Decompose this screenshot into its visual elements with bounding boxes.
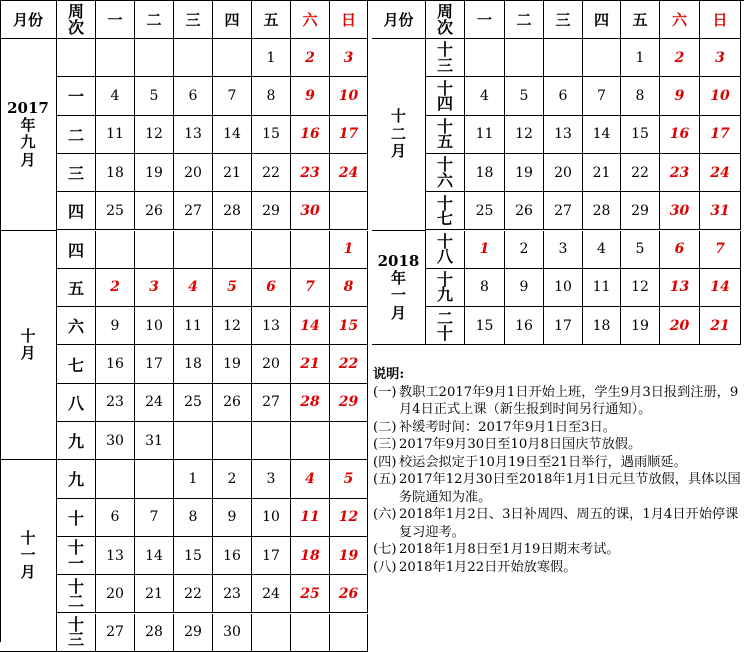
- day-cell: 14: [135, 537, 174, 575]
- day-cell: 26: [213, 384, 252, 422]
- day-cell: 21: [583, 154, 621, 192]
- month-label-line: 月: [390, 141, 406, 160]
- note-text: 教职工2017年9月1日开始上班，学生9月3日报到注册，9月4日正式上课（新生报到时间另行通知）。: [399, 384, 739, 417]
- month-label-line: 十: [390, 107, 406, 126]
- day-cell: [291, 614, 330, 652]
- note-marker: (五): [373, 472, 397, 487]
- day-cell: 31: [135, 422, 174, 460]
- day-cell: 11: [174, 307, 213, 345]
- day-cell: 16: [660, 116, 700, 154]
- note-marker: (六): [373, 507, 397, 522]
- week-number-line: 十: [67, 614, 84, 634]
- header-day-6: 六: [660, 1, 700, 39]
- header-week: [426, 1, 465, 39]
- day-cell: 17: [252, 537, 291, 575]
- day-cell: 23: [213, 575, 252, 613]
- month-label-line: 年: [20, 116, 36, 134]
- day-cell: 7: [291, 269, 330, 307]
- day-cell: 27: [96, 614, 135, 652]
- day-cell: [96, 231, 135, 269]
- week-number: [426, 269, 465, 307]
- note-text: 2018年1月22日开始放寒假。: [399, 559, 577, 575]
- day-cell: 13: [544, 116, 583, 154]
- week-number: 十: [57, 499, 96, 537]
- day-cell: [174, 39, 213, 77]
- day-cell: 15: [465, 307, 505, 345]
- day-cell: 3: [544, 231, 583, 269]
- day-cell: 14: [291, 307, 330, 345]
- day-cell: 13: [660, 269, 700, 307]
- week-number-line: 九: [436, 285, 453, 305]
- day-cell: 29: [621, 192, 660, 230]
- day-cell: [291, 231, 330, 269]
- month-label: [372, 39, 426, 231]
- day-cell: 6: [252, 269, 291, 307]
- day-cell: 11: [291, 499, 330, 537]
- day-cell: [291, 422, 330, 460]
- week-number-line: 二: [67, 591, 84, 611]
- header-day-7: 日: [330, 1, 368, 39]
- month-label-line: 九: [20, 133, 36, 152]
- header-week-line: 周: [67, 2, 84, 22]
- day-cell: 7: [213, 77, 252, 115]
- day-cell: [96, 460, 135, 498]
- week-number-line: 十: [436, 78, 453, 98]
- day-cell: 9: [96, 307, 135, 345]
- day-cell: 3: [135, 269, 174, 307]
- note-item: [373, 559, 741, 577]
- week-number-line: 四: [436, 93, 453, 113]
- month-label-line: 一: [390, 286, 406, 305]
- day-cell: [213, 231, 252, 269]
- week-number-line: 十: [436, 117, 453, 137]
- day-cell: 26: [505, 192, 544, 230]
- month-label-line: 一: [20, 545, 36, 564]
- day-cell: 14: [583, 116, 621, 154]
- day-cell: 12: [213, 307, 252, 345]
- week-number: 七: [57, 345, 96, 383]
- week-number-line: 十: [436, 40, 453, 60]
- day-cell: [330, 422, 368, 460]
- day-cell: 3: [330, 39, 368, 77]
- week-number-line: 十: [436, 270, 453, 290]
- header-day-1: 一: [465, 1, 505, 39]
- day-cell: [96, 39, 135, 77]
- note-marker: (三): [373, 437, 397, 452]
- week-number: [57, 537, 96, 575]
- day-cell: 26: [330, 575, 368, 613]
- day-cell: 20: [174, 154, 213, 192]
- day-cell: 11: [96, 116, 135, 154]
- day-cell: 21: [135, 575, 174, 613]
- note-text: 2017年12月30日至2018年1月1日元旦节放假，具体以国务院通知为准。: [399, 472, 741, 505]
- month-label: [372, 231, 426, 346]
- week-number-line: 三: [67, 630, 84, 650]
- day-cell: [135, 231, 174, 269]
- day-cell: 2: [660, 39, 700, 77]
- week-number: 六: [57, 307, 96, 345]
- day-cell: 5: [135, 77, 174, 115]
- note-text: 校运会拟定于10月19日至21日举行，遇雨顺延。: [399, 454, 687, 470]
- day-cell: 6: [174, 77, 213, 115]
- day-cell: 12: [621, 269, 660, 307]
- week-number: 五: [57, 269, 96, 307]
- day-cell: 25: [96, 192, 135, 230]
- day-cell: 29: [174, 614, 213, 652]
- day-cell: 19: [621, 307, 660, 345]
- header-day-2: 二: [505, 1, 544, 39]
- day-cell: [465, 39, 505, 77]
- week-number-line: 十: [436, 155, 453, 175]
- day-cell: 12: [330, 499, 368, 537]
- day-cell: 8: [465, 269, 505, 307]
- note-text: 补缓考时间：2017年9月1日至3日。: [399, 419, 616, 435]
- month-label-line: 月: [20, 343, 36, 362]
- note-marker: (二): [373, 419, 397, 435]
- day-cell: 28: [213, 192, 252, 230]
- note-item: [373, 471, 741, 506]
- header-day-7: 日: [700, 1, 741, 39]
- week-number-line: 十: [436, 193, 453, 213]
- day-cell: 7: [135, 499, 174, 537]
- day-cell: 1: [330, 231, 368, 269]
- week-number: [426, 116, 465, 154]
- day-cell: [330, 192, 368, 230]
- day-cell: 20: [252, 345, 291, 383]
- header-day-4: 四: [213, 1, 252, 39]
- day-cell: 11: [465, 116, 505, 154]
- day-cell: 6: [544, 77, 583, 115]
- day-cell: 19: [330, 537, 368, 575]
- month-label-line: 月: [20, 563, 36, 582]
- day-cell: 12: [135, 116, 174, 154]
- note-marker: (一): [373, 384, 397, 400]
- week-number: 九: [57, 422, 96, 460]
- day-cell: 27: [252, 384, 291, 422]
- header-day-2: 二: [135, 1, 174, 39]
- day-cell: 17: [135, 345, 174, 383]
- day-cell: [252, 614, 291, 652]
- day-cell: [213, 39, 252, 77]
- note-marker: (七): [373, 542, 397, 557]
- month-label-line: 十: [20, 326, 36, 345]
- day-cell: 18: [291, 537, 330, 575]
- day-cell: 10: [135, 307, 174, 345]
- header-day-5: 五: [252, 1, 291, 39]
- day-cell: 22: [621, 154, 660, 192]
- day-cell: 3: [252, 460, 291, 498]
- day-cell: 3: [700, 39, 741, 77]
- day-cell: 15: [252, 116, 291, 154]
- month-label: [0, 39, 57, 231]
- week-number: 二: [57, 116, 96, 154]
- day-cell: 30: [96, 422, 135, 460]
- week-number: [426, 231, 465, 269]
- month-label-line: 2018: [377, 251, 420, 270]
- day-cell: [174, 231, 213, 269]
- day-cell: 29: [330, 384, 368, 422]
- day-cell: 25: [465, 192, 505, 230]
- month-label-line: 月: [20, 150, 36, 169]
- week-number: [426, 154, 465, 192]
- day-cell: 22: [252, 154, 291, 192]
- note-item: [373, 436, 741, 454]
- month-label: [0, 460, 57, 652]
- day-cell: 13: [252, 307, 291, 345]
- week-number-line: 三: [436, 55, 453, 75]
- day-cell: 31: [700, 192, 741, 230]
- day-cell: 26: [135, 192, 174, 230]
- day-cell: 17: [544, 307, 583, 345]
- header-month: 月份: [0, 1, 57, 39]
- day-cell: 17: [700, 116, 741, 154]
- day-cell: [252, 231, 291, 269]
- month-label-line: 年: [390, 269, 406, 288]
- month-label: [0, 231, 57, 461]
- day-cell: 27: [544, 192, 583, 230]
- day-cell: 20: [96, 575, 135, 613]
- note-item: [373, 384, 741, 419]
- week-number-line: 十: [67, 538, 84, 558]
- day-cell: 24: [135, 384, 174, 422]
- note-item: [373, 419, 741, 437]
- note-text: 2018年1月8日至1月19日期末考试。: [399, 542, 620, 557]
- day-cell: 17: [330, 116, 368, 154]
- note-item: [373, 506, 741, 541]
- day-cell: 13: [96, 537, 135, 575]
- week-number: [426, 77, 465, 115]
- week-number-line: 二: [436, 308, 453, 328]
- day-cell: 30: [660, 192, 700, 230]
- week-number: 一: [57, 77, 96, 115]
- day-cell: 9: [291, 77, 330, 115]
- day-cell: 2: [291, 39, 330, 77]
- day-cell: 20: [660, 307, 700, 345]
- day-cell: 14: [213, 116, 252, 154]
- day-cell: 30: [291, 192, 330, 230]
- day-cell: 10: [700, 77, 741, 115]
- day-cell: 6: [96, 499, 135, 537]
- day-cell: 24: [700, 154, 741, 192]
- week-number: 九: [57, 460, 96, 498]
- day-cell: 24: [330, 154, 368, 192]
- day-cell: 11: [583, 269, 621, 307]
- day-cell: 28: [135, 614, 174, 652]
- day-cell: 28: [583, 192, 621, 230]
- month-label-line: 月: [390, 303, 406, 322]
- day-cell: 4: [291, 460, 330, 498]
- day-cell: 23: [660, 154, 700, 192]
- day-cell: 5: [330, 460, 368, 498]
- week-number-line: 一: [67, 553, 84, 573]
- day-cell: 21: [700, 307, 741, 345]
- week-number: [57, 39, 96, 77]
- day-cell: [505, 39, 544, 77]
- notes-list: [373, 384, 741, 577]
- header-day-5: 五: [621, 1, 660, 39]
- header-day-1: 一: [96, 1, 135, 39]
- day-cell: 8: [330, 269, 368, 307]
- day-cell: 24: [252, 575, 291, 613]
- day-cell: 19: [213, 345, 252, 383]
- week-number-line: 七: [436, 208, 453, 228]
- day-cell: 18: [583, 307, 621, 345]
- day-cell: 12: [505, 116, 544, 154]
- day-cell: 19: [505, 154, 544, 192]
- header-week-line: 周: [436, 2, 453, 22]
- day-cell: 1: [252, 39, 291, 77]
- day-cell: 8: [174, 499, 213, 537]
- day-cell: 5: [213, 269, 252, 307]
- day-cell: 10: [544, 269, 583, 307]
- week-number-line: 十: [67, 576, 84, 596]
- note-text: 2018年1月2日、3日补周四、周五的课，1月4日开始停课复习迎考。: [399, 507, 739, 540]
- day-cell: 19: [135, 154, 174, 192]
- notes-panel: [373, 366, 741, 576]
- week-number: [426, 307, 465, 345]
- day-cell: 2: [96, 269, 135, 307]
- header-week-line: 次: [67, 17, 84, 37]
- day-cell: 7: [583, 77, 621, 115]
- day-cell: 10: [330, 77, 368, 115]
- day-cell: 1: [465, 231, 505, 269]
- day-cell: 4: [96, 77, 135, 115]
- week-number: 三: [57, 154, 96, 192]
- day-cell: [544, 39, 583, 77]
- day-cell: 25: [291, 575, 330, 613]
- day-cell: [135, 460, 174, 498]
- day-cell: 21: [291, 345, 330, 383]
- header-day-4: 四: [583, 1, 621, 39]
- day-cell: 27: [174, 192, 213, 230]
- day-cell: 16: [96, 345, 135, 383]
- day-cell: 22: [330, 345, 368, 383]
- week-number-line: 十: [436, 323, 453, 343]
- week-number: [57, 614, 96, 652]
- header-week: [57, 1, 96, 39]
- day-cell: 5: [505, 77, 544, 115]
- day-cell: 25: [174, 384, 213, 422]
- day-cell: 1: [174, 460, 213, 498]
- day-cell: 9: [213, 499, 252, 537]
- day-cell: 15: [174, 537, 213, 575]
- header-day-6: 六: [291, 1, 330, 39]
- note-marker: (八): [373, 559, 397, 575]
- day-cell: 29: [252, 192, 291, 230]
- week-number-line: 六: [436, 170, 453, 190]
- day-cell: 2: [505, 231, 544, 269]
- day-cell: 2: [213, 460, 252, 498]
- week-number: 八: [57, 384, 96, 422]
- day-cell: 9: [660, 77, 700, 115]
- day-cell: 4: [174, 269, 213, 307]
- note-marker: (四): [373, 454, 397, 470]
- day-cell: [583, 39, 621, 77]
- day-cell: [252, 422, 291, 460]
- week-number-line: 五: [436, 132, 453, 152]
- day-cell: 16: [505, 307, 544, 345]
- day-cell: 10: [252, 499, 291, 537]
- day-cell: 7: [700, 231, 741, 269]
- day-cell: 18: [96, 154, 135, 192]
- day-cell: 30: [213, 614, 252, 652]
- day-cell: 28: [291, 384, 330, 422]
- day-cell: 8: [621, 77, 660, 115]
- day-cell: 21: [213, 154, 252, 192]
- header-month: 月份: [372, 1, 426, 39]
- header-day-3: 三: [544, 1, 583, 39]
- notes-title: 说明:: [373, 367, 405, 382]
- week-number: 四: [57, 231, 96, 269]
- day-cell: 15: [621, 116, 660, 154]
- note-text: 2017年9月30日至10月8日国庆节放假。: [399, 437, 642, 452]
- week-number-line: 八: [436, 247, 453, 267]
- header-week-line: 次: [436, 17, 453, 37]
- day-cell: 9: [505, 269, 544, 307]
- day-cell: 18: [465, 154, 505, 192]
- day-cell: 8: [252, 77, 291, 115]
- week-number-line: 十: [436, 231, 453, 251]
- day-cell: 6: [660, 231, 700, 269]
- day-cell: 5: [621, 231, 660, 269]
- day-cell: 14: [700, 269, 741, 307]
- day-cell: 13: [174, 116, 213, 154]
- day-cell: 18: [174, 345, 213, 383]
- week-number: [426, 39, 465, 77]
- note-item: [373, 454, 741, 472]
- day-cell: 4: [583, 231, 621, 269]
- day-cell: 20: [544, 154, 583, 192]
- week-number: [57, 575, 96, 613]
- day-cell: [213, 422, 252, 460]
- week-number: [426, 192, 465, 230]
- day-cell: 16: [291, 116, 330, 154]
- day-cell: [174, 422, 213, 460]
- note-item: [373, 541, 741, 559]
- day-cell: [330, 614, 368, 652]
- day-cell: 23: [96, 384, 135, 422]
- month-label-line: 2017: [7, 98, 49, 117]
- day-cell: [135, 39, 174, 77]
- day-cell: 15: [330, 307, 368, 345]
- week-number: 四: [57, 192, 96, 230]
- day-cell: 1: [621, 39, 660, 77]
- month-label-line: 十: [20, 528, 36, 547]
- day-cell: 16: [213, 537, 252, 575]
- day-cell: 23: [291, 154, 330, 192]
- day-cell: 4: [465, 77, 505, 115]
- month-label-line: 二: [390, 124, 406, 143]
- header-day-3: 三: [174, 1, 213, 39]
- day-cell: 22: [174, 575, 213, 613]
